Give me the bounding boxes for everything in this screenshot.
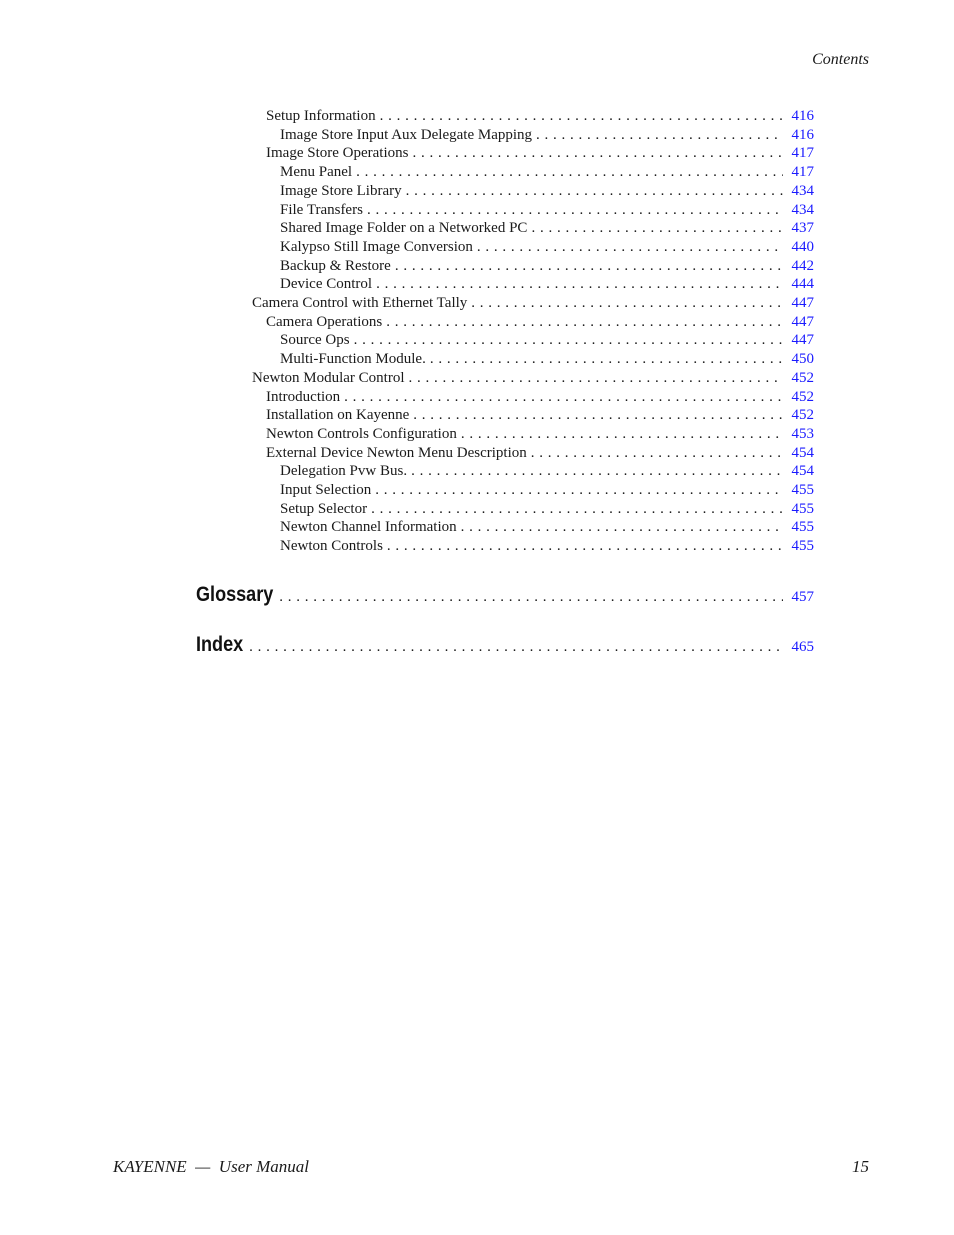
toc-entry-title: Shared Image Folder on a Networked PC <box>280 220 528 237</box>
toc-entry[interactable] <box>266 144 814 163</box>
toc-entry[interactable] <box>280 462 814 481</box>
toc-dot-leader <box>408 369 783 388</box>
toc-page-link[interactable]: 434 <box>791 182 814 199</box>
toc-dot-leader <box>411 462 783 481</box>
toc-page-link[interactable]: 444 <box>791 276 814 293</box>
toc-page-link[interactable]: 417 <box>791 164 814 181</box>
toc-entry[interactable] <box>280 350 814 369</box>
toc-entry-title: Newton Channel Information <box>280 519 457 536</box>
toc-entry-title: Setup Information <box>266 108 376 124</box>
running-head: Contents <box>812 51 869 68</box>
toc-page-link[interactable]: 442 <box>791 257 814 274</box>
toc-entry-title: Backup & Restore <box>280 257 391 274</box>
toc-dot-leader <box>536 126 783 145</box>
toc-page-link[interactable]: 447 <box>791 295 814 311</box>
toc-page-link[interactable]: 434 <box>791 201 814 218</box>
toc-page-link[interactable]: 465 <box>791 639 814 655</box>
toc-entry-title: Kalypso Still Image Conversion <box>280 238 473 255</box>
toc-page-link[interactable]: 455 <box>791 538 814 555</box>
toc-entry-title: Multi-Function Module. <box>280 351 426 368</box>
toc-dot-leader <box>531 444 783 463</box>
toc-page-link[interactable]: 416 <box>791 126 814 143</box>
toc-entry-title: Newton Controls <box>280 538 383 555</box>
toc-entry[interactable] <box>280 201 814 220</box>
toc-entry-title: Newton Modular Control <box>252 369 405 386</box>
toc-dot-leader <box>367 201 783 220</box>
toc-dot-leader <box>279 589 783 606</box>
toc-entry[interactable] <box>280 126 814 145</box>
toc-entry-title: Camera Control with Ethernet Tally <box>252 295 468 311</box>
toc-dot-leader <box>531 219 783 238</box>
toc-entry[interactable] <box>280 537 814 556</box>
toc-dot-leader <box>430 350 783 369</box>
toc-chapter-title: Glossary <box>196 583 274 606</box>
toc-page-link[interactable]: 452 <box>791 407 814 424</box>
toc-entry[interactable] <box>280 182 814 201</box>
toc-page-link[interactable]: 447 <box>791 313 814 330</box>
toc-entry-title: Setup Selector <box>280 500 368 517</box>
toc-dot-leader <box>412 144 783 163</box>
toc-entry[interactable] <box>280 257 814 276</box>
toc-page-link[interactable]: 452 <box>791 388 814 405</box>
toc-dot-leader <box>406 182 783 201</box>
toc-chapter-entry[interactable] <box>196 583 814 607</box>
toc-dot-leader <box>249 639 783 656</box>
toc-entry-title: Source Ops <box>280 332 350 349</box>
toc-entry[interactable] <box>266 107 814 126</box>
toc-entry[interactable] <box>280 275 814 294</box>
toc-page-link[interactable]: 453 <box>791 425 814 442</box>
toc-entry-title: Input Selection <box>280 482 372 498</box>
toc-entry-title: Image Store Operations <box>266 145 409 162</box>
toc-entry[interactable] <box>266 313 814 332</box>
toc-dot-leader <box>344 388 783 407</box>
toc-page-link[interactable]: 457 <box>791 589 814 605</box>
toc-entry[interactable] <box>280 219 814 238</box>
toc-chapter-title: Index <box>196 633 244 656</box>
toc-entry[interactable] <box>280 481 814 500</box>
toc-page-link[interactable]: 416 <box>791 108 814 124</box>
toc-dot-leader <box>413 406 783 425</box>
toc-entry[interactable] <box>280 238 814 257</box>
toc-dot-leader <box>395 257 783 276</box>
toc-entry[interactable] <box>266 444 814 463</box>
toc-entry[interactable] <box>252 369 814 388</box>
toc-entry[interactable] <box>252 294 814 313</box>
toc-page-link[interactable]: 455 <box>791 519 814 536</box>
toc-entry-title: External Device Newton Menu Description <box>266 444 527 461</box>
toc-page-link[interactable]: 447 <box>791 332 814 349</box>
toc-dot-leader <box>461 425 783 444</box>
toc-page-link[interactable]: 452 <box>791 369 814 386</box>
toc-dot-leader <box>375 481 783 500</box>
toc-dot-leader <box>371 500 783 519</box>
toc-page-link[interactable]: 437 <box>791 220 814 237</box>
toc-entry-title: Introduction <box>266 388 341 405</box>
footer-page-number: 15 <box>852 1157 869 1176</box>
toc-dot-leader <box>471 294 783 313</box>
toc-dot-leader <box>354 331 783 350</box>
toc-dot-leader <box>461 518 783 537</box>
toc-page-link[interactable]: 454 <box>791 463 814 480</box>
toc-page-link[interactable]: 450 <box>791 351 814 368</box>
toc-entry-title: Installation on Kayenne <box>266 407 410 424</box>
toc-entry-title: Image Store Library <box>280 182 402 199</box>
toc-chapter-entry[interactable] <box>196 633 814 657</box>
toc-page-link[interactable]: 455 <box>791 482 814 498</box>
toc-entry-title: Image Store Input Aux Delegate Mapping <box>280 126 533 143</box>
toc-dot-leader <box>376 275 783 294</box>
toc-entry-title: Menu Panel <box>280 164 353 181</box>
toc-entry-title: Camera Operations <box>266 313 383 330</box>
toc-entry-title: File Transfers <box>280 201 363 218</box>
toc-page-link[interactable]: 417 <box>791 145 814 162</box>
toc-entry[interactable] <box>266 425 814 444</box>
toc-dot-leader <box>356 163 783 182</box>
toc-dot-leader <box>387 537 783 556</box>
toc-page-link[interactable]: 440 <box>791 238 814 255</box>
toc-entry[interactable] <box>280 331 814 350</box>
toc-entry[interactable] <box>266 406 814 425</box>
toc-entry[interactable] <box>266 388 814 407</box>
toc-dot-leader <box>380 107 783 126</box>
toc-entry-title: Delegation Pvw Bus. <box>280 463 408 480</box>
toc-entry[interactable] <box>280 518 814 537</box>
toc-dot-leader <box>386 313 783 332</box>
toc-page-link[interactable]: 454 <box>791 444 814 461</box>
toc-entry[interactable] <box>280 163 814 182</box>
toc-dot-leader <box>477 238 783 257</box>
toc-entry-title: Newton Controls Configuration <box>266 425 457 442</box>
footer-manual-title: KAYENNE — User Manual <box>113 1157 309 1176</box>
toc-page-link[interactable]: 455 <box>791 500 814 517</box>
toc-entry-title: Device Control <box>280 276 373 293</box>
toc-entry[interactable] <box>280 500 814 519</box>
